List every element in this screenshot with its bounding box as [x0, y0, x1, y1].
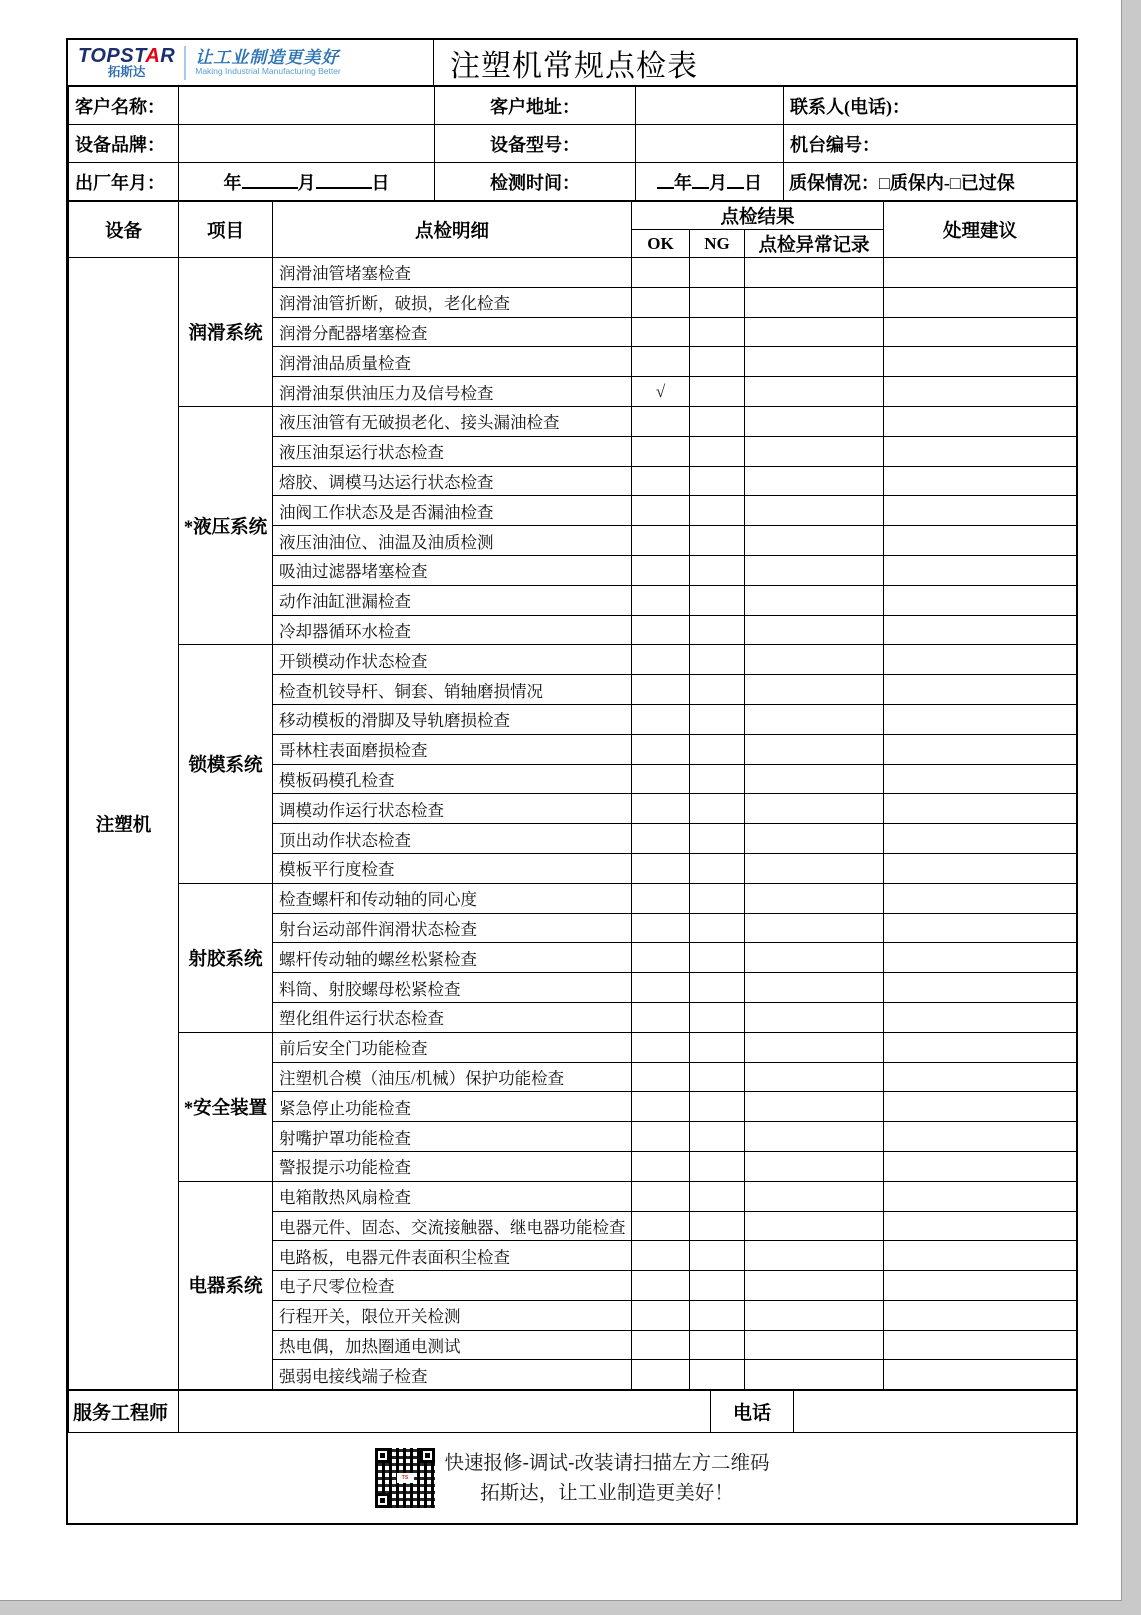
ok-cell[interactable] [632, 1151, 690, 1181]
ng-cell[interactable] [690, 675, 745, 705]
ng-cell[interactable] [690, 913, 745, 943]
customer-address-field[interactable] [636, 87, 784, 125]
detail-cell: 液压油油位、油温及油质检测 [273, 526, 632, 556]
ok-cell[interactable] [632, 1062, 690, 1092]
ng-cell[interactable] [690, 1271, 745, 1301]
ok-cell[interactable] [632, 406, 690, 436]
suggestion-cell[interactable] [884, 347, 1077, 377]
abnormal-record-cell[interactable] [745, 1122, 884, 1152]
suggestion-cell[interactable] [884, 943, 1077, 973]
ng-cell[interactable] [690, 466, 745, 496]
inspection-time-field[interactable] [636, 163, 784, 201]
footer-slogan: 拓斯达，让工业制造更美好！ [480, 1482, 734, 1505]
section-label: *安全装置 [179, 1032, 273, 1181]
ok-cell[interactable] [632, 585, 690, 615]
ok-cell[interactable] [632, 1092, 690, 1122]
detail-cell: 检查机铰导杆、铜套、销轴磨损情况 [273, 675, 632, 705]
year-label: 年 [674, 172, 692, 193]
logo-chinese-name: 拓斯达 [107, 64, 146, 79]
month-label: 月 [297, 172, 316, 193]
suggestion-cell[interactable] [884, 675, 1077, 705]
abnormal-record-cell[interactable] [745, 1151, 884, 1181]
abnormal-record-cell[interactable] [745, 555, 884, 585]
abnormal-record-cell[interactable] [745, 675, 884, 705]
device-label: 注塑机 [69, 258, 179, 1390]
customer-address-label: 客户地址： [435, 87, 636, 125]
ng-cell[interactable] [690, 734, 745, 764]
detail-cell: 移动模板的滑脚及导轨磨损检查 [273, 704, 632, 734]
ok-cell[interactable] [632, 1002, 690, 1032]
day-label: 日 [744, 172, 762, 193]
abnormal-record-cell[interactable] [745, 1002, 884, 1032]
ok-cell[interactable] [632, 496, 690, 526]
suggestion-cell[interactable] [884, 1360, 1077, 1390]
ng-cell[interactable] [690, 317, 745, 347]
ok-cell[interactable]: √ [632, 377, 690, 407]
table-row [69, 1032, 1077, 1062]
suggestion-cell[interactable] [884, 734, 1077, 764]
detail-cell: 注塑机合模（油压/机械）保护功能检查 [273, 1062, 632, 1092]
day-label: 日 [371, 172, 390, 193]
ng-cell[interactable] [690, 1211, 745, 1241]
customer-name-field[interactable] [179, 87, 435, 125]
detail-cell: 强弱电接线端子检查 [273, 1360, 632, 1390]
column-header-abnormal: 点检异常记录 [745, 230, 884, 258]
detail-cell: 行程开关，限位开关检测 [273, 1300, 632, 1330]
ng-cell[interactable] [690, 496, 745, 526]
section-label: 润滑系统 [179, 258, 273, 407]
abnormal-record-cell[interactable] [745, 406, 884, 436]
abnormal-record-cell[interactable] [745, 1241, 884, 1271]
suggestion-cell[interactable] [884, 317, 1077, 347]
suggestion-cell[interactable] [884, 466, 1077, 496]
ok-cell[interactable] [632, 1122, 690, 1152]
info-row-3 [69, 163, 1077, 201]
suggestion-cell[interactable] [884, 1032, 1077, 1062]
ng-cell[interactable] [690, 973, 745, 1003]
ng-cell[interactable] [690, 883, 745, 913]
suggestion-cell[interactable] [884, 1181, 1077, 1211]
detail-cell: 紧急停止功能检查 [273, 1092, 632, 1122]
detail-cell: 前后安全门功能检查 [273, 1032, 632, 1062]
suggestion-cell[interactable] [884, 645, 1077, 675]
suggestion-cell[interactable] [884, 1151, 1077, 1181]
detail-cell: 射台运动部件润滑状态检查 [273, 913, 632, 943]
section-label: 电器系统 [179, 1181, 273, 1390]
abnormal-record-cell[interactable] [745, 734, 884, 764]
ok-cell[interactable] [632, 1360, 690, 1390]
detail-cell: 液压油管有无破损老化、接头漏油检查 [273, 406, 632, 436]
ok-cell[interactable] [632, 347, 690, 377]
detail-cell: 熔胶、调模马达运行状态检查 [273, 466, 632, 496]
column-header-ok: OK [632, 230, 690, 258]
abnormal-record-cell[interactable] [745, 287, 884, 317]
ng-cell[interactable] [690, 436, 745, 466]
suggestion-cell[interactable] [884, 1330, 1077, 1360]
form-title-row [68, 40, 1076, 86]
abnormal-record-cell[interactable] [745, 436, 884, 466]
ng-cell[interactable] [690, 377, 745, 407]
suggestion-cell[interactable] [884, 704, 1077, 734]
abnormal-record-cell[interactable] [745, 1211, 884, 1241]
ng-cell[interactable] [690, 1122, 745, 1152]
ng-cell[interactable] [690, 1032, 745, 1062]
ng-cell[interactable] [690, 526, 745, 556]
suggestion-cell[interactable] [884, 585, 1077, 615]
detail-cell: 电器元件、固态、交流接触器、继电器功能检查 [273, 1211, 632, 1241]
abnormal-record-cell[interactable] [745, 704, 884, 734]
detail-cell: 哥林柱表面磨损检查 [273, 734, 632, 764]
checklist-table [68, 201, 1077, 1390]
suggestion-cell[interactable] [884, 853, 1077, 883]
ok-cell[interactable] [632, 436, 690, 466]
logo-slogan-cn: 让工业制造更美好 [195, 47, 340, 67]
detail-cell: 润滑分配器堵塞检查 [273, 317, 632, 347]
ng-cell[interactable] [690, 555, 745, 585]
header-row-1 [69, 202, 1077, 230]
ng-cell[interactable] [690, 853, 745, 883]
ng-cell[interactable] [690, 406, 745, 436]
abnormal-record-cell[interactable] [745, 377, 884, 407]
manufacture-date-field[interactable] [179, 163, 435, 201]
abnormal-record-cell[interactable] [745, 645, 884, 675]
ng-cell[interactable] [690, 1241, 745, 1271]
abnormal-record-cell[interactable] [745, 913, 884, 943]
ng-cell[interactable] [690, 1181, 745, 1211]
table-row [69, 258, 1077, 288]
ng-cell[interactable] [690, 287, 745, 317]
page-title: 注塑机常规点检表 [450, 49, 698, 83]
abnormal-record-cell[interactable] [745, 824, 884, 854]
ok-cell[interactable] [632, 1330, 690, 1360]
year-label: 年 [223, 172, 242, 193]
ok-cell[interactable] [632, 704, 690, 734]
date-blank-line[interactable] [316, 174, 372, 189]
suggestion-cell[interactable] [884, 1271, 1077, 1301]
section-label: 锁模系统 [179, 645, 273, 883]
device-brand-field[interactable] [179, 125, 435, 163]
device-model-label: 设备型号： [435, 125, 636, 163]
ok-cell[interactable] [632, 764, 690, 794]
detail-cell: 模板码模孔检查 [273, 764, 632, 794]
ng-cell[interactable] [690, 943, 745, 973]
qr-finder-icon [420, 1448, 435, 1463]
qr-center-logo: TS [397, 1473, 414, 1483]
ng-cell[interactable] [690, 1360, 745, 1390]
ng-cell[interactable] [690, 1330, 745, 1360]
ok-cell[interactable] [632, 1211, 690, 1241]
ok-cell[interactable] [632, 317, 690, 347]
abnormal-record-cell[interactable] [745, 347, 884, 377]
ok-cell[interactable] [632, 1241, 690, 1271]
suggestion-cell[interactable] [884, 258, 1077, 288]
suggestion-cell[interactable] [884, 1300, 1077, 1330]
abnormal-record-cell[interactable] [745, 258, 884, 288]
detail-cell: 开锁模动作状态检查 [273, 645, 632, 675]
service-engineer-field[interactable] [179, 1391, 711, 1433]
suggestion-cell[interactable] [884, 406, 1077, 436]
abnormal-record-cell[interactable] [745, 764, 884, 794]
engineer-row [69, 1391, 1077, 1433]
ok-cell[interactable] [632, 853, 690, 883]
ok-cell[interactable] [632, 1032, 690, 1062]
abnormal-record-cell[interactable] [745, 1181, 884, 1211]
column-header-suggestion: 处理建议 [884, 202, 1077, 258]
month-label: 月 [709, 172, 727, 193]
ok-cell[interactable] [632, 675, 690, 705]
suggestion-cell[interactable] [884, 377, 1077, 407]
abnormal-record-cell[interactable] [745, 1092, 884, 1122]
detail-cell: 射嘴护罩功能检查 [273, 1122, 632, 1152]
ok-cell[interactable] [632, 973, 690, 1003]
suggestion-cell[interactable] [884, 824, 1077, 854]
date-blank-line[interactable] [727, 174, 744, 189]
ng-cell[interactable] [690, 258, 745, 288]
ok-cell[interactable] [632, 645, 690, 675]
manufacture-date-label: 出厂年月： [69, 163, 179, 201]
ng-cell[interactable] [690, 1300, 745, 1330]
detail-cell: 螺杆传动轴的螺丝松紧检查 [273, 943, 632, 973]
ng-cell[interactable] [690, 1062, 745, 1092]
detail-cell: 润滑油品质量检查 [273, 347, 632, 377]
topstar-wordmark [78, 46, 175, 66]
column-header-result: 点检结果 [632, 202, 884, 230]
suggestion-cell[interactable] [884, 794, 1077, 824]
detail-cell: 冷却器循环水检查 [273, 615, 632, 645]
device-brand-label: 设备品牌： [69, 125, 179, 163]
abnormal-record-cell[interactable] [745, 794, 884, 824]
detail-cell: 警报提示功能检查 [273, 1151, 632, 1181]
ng-cell[interactable] [690, 704, 745, 734]
info-row-1 [69, 87, 1077, 125]
warranty-status-checkboxes[interactable]: 质保情况：□质保内-□已过保 [784, 163, 1077, 201]
customer-info-table [68, 86, 1077, 201]
suggestion-cell[interactable] [884, 1092, 1077, 1122]
logo-slogan-en: Making Industrial Manufacturing Better [195, 66, 341, 77]
customer-name-label: 客户名称： [69, 87, 179, 125]
ok-cell[interactable] [632, 1181, 690, 1211]
detail-cell: 液压油泵运行状态检查 [273, 436, 632, 466]
ok-cell[interactable] [632, 1300, 690, 1330]
service-engineer-label: 服务工程师 [69, 1391, 179, 1433]
suggestion-cell[interactable] [884, 526, 1077, 556]
abnormal-record-cell[interactable] [745, 466, 884, 496]
ok-cell[interactable] [632, 1271, 690, 1301]
abnormal-record-cell[interactable] [745, 615, 884, 645]
phone-label: 电话 [711, 1391, 794, 1433]
detail-cell: 润滑油泵供油压力及信号检查 [273, 377, 632, 407]
ok-cell[interactable] [632, 883, 690, 913]
suggestion-cell[interactable] [884, 436, 1077, 466]
table-row [69, 883, 1077, 913]
detail-cell: 油阀工作状态及是否漏油检查 [273, 496, 632, 526]
ok-cell[interactable] [632, 794, 690, 824]
abnormal-record-cell[interactable] [745, 1271, 884, 1301]
ok-cell[interactable] [632, 913, 690, 943]
ok-cell[interactable] [632, 734, 690, 764]
engineer-table [68, 1390, 1077, 1433]
logo-text-left: TOPST [78, 44, 146, 67]
ng-cell[interactable] [690, 764, 745, 794]
suggestion-cell[interactable] [884, 1211, 1077, 1241]
ng-cell[interactable] [690, 824, 745, 854]
column-header-ng: NG [690, 230, 745, 258]
abnormal-record-cell[interactable] [745, 1360, 884, 1390]
ng-cell[interactable] [690, 1092, 745, 1122]
detail-cell: 检查螺杆和传动轴的同心度 [273, 883, 632, 913]
abnormal-record-cell[interactable] [745, 317, 884, 347]
abnormal-record-cell[interactable] [745, 1062, 884, 1092]
suggestion-cell[interactable] [884, 913, 1077, 943]
ng-cell[interactable] [690, 347, 745, 377]
suggestion-cell[interactable] [884, 555, 1077, 585]
suggestion-cell[interactable] [884, 883, 1077, 913]
section-label: *液压系统 [179, 406, 273, 644]
detail-cell: 电箱散热风扇检查 [273, 1181, 632, 1211]
detail-cell: 吸油过滤器堵塞检查 [273, 555, 632, 585]
detail-cell: 电子尺零位检查 [273, 1271, 632, 1301]
detail-cell: 电路板，电器元件表面积尘检查 [273, 1241, 632, 1271]
ok-cell[interactable] [632, 466, 690, 496]
inspection-time-label: 检测时间： [435, 163, 636, 201]
topstar-arrow-icon: A [145, 44, 161, 67]
abnormal-record-cell[interactable] [745, 585, 884, 615]
footer-scan-hint: 快速报修-调试-改装请扫描左方二维码 [444, 1452, 770, 1475]
detail-cell: 料筒、射胶螺母松紧检查 [273, 973, 632, 1003]
qr-finder-icon [375, 1448, 390, 1463]
column-header-device: 设备 [69, 202, 179, 258]
ok-cell[interactable] [632, 526, 690, 556]
contact-phone-label: 联系人(电话)： [784, 87, 1077, 125]
detail-cell: 动作油缸泄漏检查 [273, 585, 632, 615]
form-footer [68, 1433, 1076, 1523]
abnormal-record-cell[interactable] [745, 853, 884, 883]
ok-cell[interactable] [632, 555, 690, 585]
suggestion-cell[interactable] [884, 1062, 1077, 1092]
checklist-body [69, 258, 1077, 1390]
ok-cell[interactable] [632, 615, 690, 645]
detail-cell: 热电偶，加热圈通电测试 [273, 1330, 632, 1360]
ok-cell[interactable] [632, 943, 690, 973]
date-blank-line[interactable] [242, 174, 298, 189]
abnormal-record-cell[interactable] [745, 1300, 884, 1330]
ng-cell[interactable] [690, 645, 745, 675]
suggestion-cell[interactable] [884, 287, 1077, 317]
column-header-item: 项目 [179, 202, 273, 258]
ok-cell[interactable] [632, 824, 690, 854]
ng-cell[interactable] [690, 1151, 745, 1181]
topstar-logo [68, 40, 434, 85]
detail-cell: 模板平行度检查 [273, 853, 632, 883]
detail-cell: 调模动作运行状态检查 [273, 794, 632, 824]
detail-cell: 塑化组件运行状态检查 [273, 1002, 632, 1032]
suggestion-cell[interactable] [884, 1122, 1077, 1152]
inspection-form [66, 38, 1078, 1525]
ng-cell[interactable] [690, 1002, 745, 1032]
qr-code [375, 1448, 435, 1508]
abnormal-record-cell[interactable] [745, 943, 884, 973]
suggestion-cell[interactable] [884, 496, 1077, 526]
abnormal-record-cell[interactable] [745, 1330, 884, 1360]
detail-cell: 润滑油管堵塞检查 [273, 258, 632, 288]
abnormal-record-cell[interactable] [745, 1032, 884, 1062]
ok-cell[interactable] [632, 258, 690, 288]
suggestion-cell[interactable] [884, 1241, 1077, 1271]
qr-finder-icon [375, 1493, 390, 1508]
info-row-2 [69, 125, 1077, 163]
ok-cell[interactable] [632, 287, 690, 317]
date-blank-line[interactable] [657, 174, 674, 189]
device-model-field[interactable] [636, 125, 784, 163]
logo-text-right: R [160, 44, 176, 67]
machine-number-label: 机台编号： [784, 125, 1077, 163]
abnormal-record-cell[interactable] [745, 883, 884, 913]
table-row [69, 1181, 1077, 1211]
suggestion-cell[interactable] [884, 615, 1077, 645]
ng-cell[interactable] [690, 615, 745, 645]
logo-divider [184, 46, 186, 80]
abnormal-record-cell[interactable] [745, 496, 884, 526]
suggestion-cell[interactable] [884, 973, 1077, 1003]
detail-cell: 顶出动作状态检查 [273, 824, 632, 854]
table-row [69, 406, 1077, 436]
date-blank-line[interactable] [692, 174, 709, 189]
abnormal-record-cell[interactable] [745, 526, 884, 556]
ng-cell[interactable] [690, 794, 745, 824]
ng-cell[interactable] [690, 585, 745, 615]
table-row [69, 645, 1077, 675]
section-label: 射胶系统 [179, 883, 273, 1032]
detail-cell: 润滑油管折断，破损，老化检查 [273, 287, 632, 317]
phone-field[interactable] [794, 1391, 1077, 1433]
suggestion-cell[interactable] [884, 764, 1077, 794]
abnormal-record-cell[interactable] [745, 973, 884, 1003]
suggestion-cell[interactable] [884, 1002, 1077, 1032]
column-header-detail: 点检明细 [273, 202, 632, 258]
